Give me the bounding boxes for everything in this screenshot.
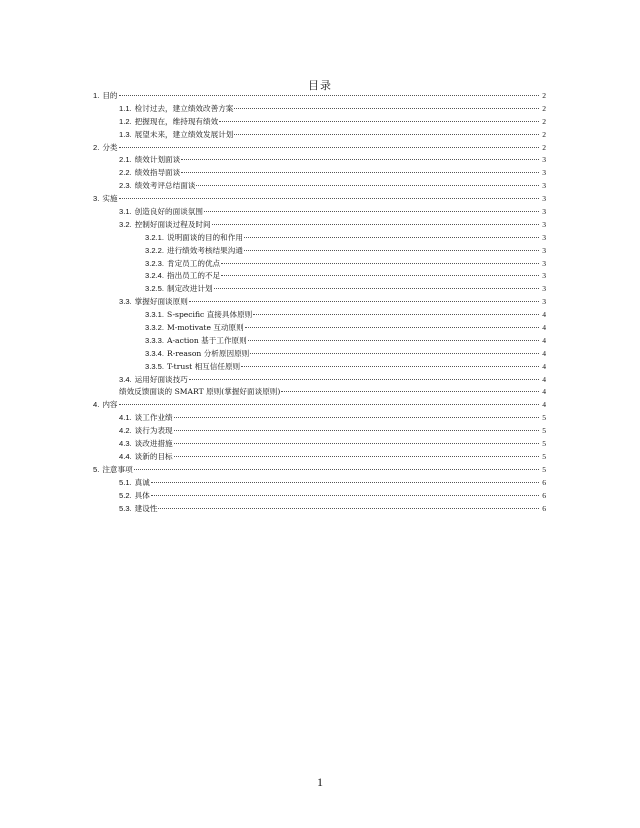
toc-entry-number: 3. (93, 194, 100, 204)
toc-dot-leader (174, 443, 539, 444)
toc-dot-leader (244, 250, 539, 251)
toc-entry-label: 运用好面谈技巧 (134, 374, 188, 384)
toc-entry-page: 3 (542, 297, 546, 307)
toc-dot-leader (181, 172, 539, 173)
toc-entry-page: 4 (542, 387, 546, 397)
toc-dot-leader (158, 508, 539, 509)
toc-entry-page: 2 (542, 142, 546, 152)
toc-entry-number: 4.4. (119, 451, 132, 461)
toc-dot-leader (241, 366, 539, 367)
toc-entry-number: 4.1. (119, 413, 132, 423)
toc-title: 目录 (308, 79, 332, 92)
toc-entry-number: 3.3.1. (145, 310, 164, 320)
toc-dot-leader (212, 224, 539, 225)
toc-entry-page: 6 (542, 490, 546, 500)
toc-entry-page: 3 (542, 168, 546, 178)
toc-entry-label: 肯定员工的优点 (167, 258, 221, 268)
toc-entry-number: 2.1. (119, 155, 132, 165)
toc-entry-label: S-specific 直接具体原则 (167, 310, 253, 320)
toc-entry-label: 目的 (102, 91, 118, 100)
toc-entry-page: 2 (542, 103, 546, 113)
toc-entry[interactable] (93, 374, 546, 387)
toc-dot-leader (221, 275, 539, 276)
toc-entry-number: 3.2.4. (145, 271, 164, 281)
toc-entry-number: 3.3.3. (145, 335, 164, 345)
toc-entry-label: R-reason 分析原因原则 (167, 348, 250, 358)
toc-dot-leader (204, 211, 539, 212)
toc-entry-page: 3 (542, 194, 546, 204)
toc-dot-leader (189, 301, 539, 302)
toc-dot-leader (189, 379, 539, 380)
toc-entry[interactable] (93, 103, 546, 116)
toc-entry-page: 3 (542, 271, 546, 281)
toc-entry-label: 检讨过去，建立绩效改善方案 (134, 103, 234, 113)
toc-entry-label: 具体 (134, 490, 150, 500)
toc-entry[interactable] (93, 245, 546, 258)
toc-entry-label: 谈新的目标 (134, 451, 173, 461)
toc-dot-leader (234, 108, 539, 109)
toc-entry-page: 4 (542, 335, 546, 345)
toc-entry-page: 4 (542, 310, 546, 320)
toc-dot-leader (174, 430, 539, 431)
toc-entry[interactable] (93, 142, 546, 155)
toc-entry[interactable] (93, 219, 546, 232)
toc-entry-label: 说明面谈的目的和作用 (167, 232, 243, 242)
toc-dot-leader (119, 404, 539, 405)
toc-entry[interactable] (93, 490, 546, 503)
toc-dot-leader (119, 95, 539, 96)
page-number: 1 (317, 775, 323, 789)
toc-entry-number: 3.2. (119, 219, 132, 229)
toc-entry-label: 谈工作业绩 (134, 413, 173, 423)
toc-entry-number: 4. (93, 400, 100, 410)
toc-entry-page: 3 (542, 245, 546, 255)
toc-entry[interactable] (93, 283, 546, 296)
toc-entry-page: 3 (542, 232, 546, 242)
toc-entry[interactable] (93, 206, 546, 219)
toc-entry[interactable] (93, 193, 546, 206)
toc-entry-page: 2 (542, 129, 546, 139)
toc-entry-page: 5 (542, 451, 546, 461)
toc-dot-leader (119, 198, 539, 199)
toc-entry-number: 3.3. (119, 297, 132, 307)
toc-entry[interactable] (93, 167, 546, 180)
toc-entry-number: 2. (93, 142, 100, 152)
toc-entry[interactable] (93, 232, 546, 245)
toc-dot-leader (174, 417, 539, 418)
toc-entry-label: 绩效考评总结面谈 (134, 181, 196, 191)
toc-entry-label: 绩效反馈面谈的 SMART 原则(掌握好面谈原则) (119, 387, 281, 397)
toc-entry-label: M-motivate 互动原则 (167, 323, 244, 333)
toc-entry-page: 3 (542, 258, 546, 268)
toc-dot-leader (234, 134, 539, 135)
toc-entry-number: 5.3. (119, 503, 132, 513)
toc-entry[interactable] (93, 464, 546, 477)
toc-entry-label: 制定改进计划 (167, 284, 213, 294)
toc-dot-leader (221, 263, 539, 264)
toc-entry[interactable] (93, 322, 546, 335)
toc-entry-number: 5.1. (119, 477, 132, 487)
toc-dot-leader (119, 147, 539, 148)
toc-entry-number: 4.2. (119, 426, 132, 436)
toc-entry-number: 1. (93, 91, 100, 100)
toc-entry-number: 5.2. (119, 490, 132, 500)
toc-dot-leader (151, 495, 539, 496)
toc-entry-label: A-action 基于工作原则 (167, 335, 247, 345)
toc-dot-leader (253, 314, 539, 315)
toc-entry-label: 谈改进措施 (134, 439, 173, 449)
toc-dot-leader (248, 340, 539, 341)
toc-entry[interactable] (93, 335, 546, 348)
toc-entry-number: 3.3.5. (145, 361, 164, 371)
toc-entry-page: 4 (542, 348, 546, 358)
toc-entry-label: 绩效指导面谈 (134, 168, 181, 178)
toc-entry-label: 分类 (102, 142, 118, 152)
toc-dot-leader (181, 159, 539, 160)
toc-entry-page: 4 (542, 400, 546, 410)
toc-entry-page: 2 (542, 116, 546, 126)
toc-dot-leader (174, 456, 539, 457)
toc-entry-label: 内容 (102, 400, 118, 410)
toc-entry-label: 掌握好面谈原则 (134, 297, 188, 307)
toc-entry[interactable] (93, 425, 546, 438)
toc-dot-leader (219, 121, 539, 122)
toc-entry[interactable] (93, 309, 546, 322)
toc-entry-label: T-trust 相互信任原则 (167, 361, 241, 371)
toc-entry-page: 3 (542, 284, 546, 294)
toc-entry[interactable] (93, 503, 546, 516)
toc-entry[interactable] (93, 386, 546, 399)
toc-dot-leader (245, 327, 539, 328)
toc-entry-number: 1.1. (119, 103, 132, 113)
toc-dot-leader (244, 237, 539, 238)
toc-entry-page: 5 (542, 413, 546, 423)
toc-entry-label: 真诚 (134, 477, 150, 487)
toc-entry-page: 4 (542, 374, 546, 384)
toc-entry[interactable] (93, 116, 546, 129)
toc-entry[interactable] (93, 180, 546, 193)
toc-entry-number: 1.3. (119, 129, 132, 139)
toc-entry[interactable] (93, 258, 546, 271)
toc-entry[interactable] (93, 129, 546, 142)
toc-entry-number: 4.3. (119, 439, 132, 449)
toc-entry[interactable] (93, 270, 546, 283)
toc-dot-leader (214, 288, 539, 289)
toc-entry-number: 3.3.4. (145, 348, 164, 358)
toc-entry-number: 3.2.5. (145, 284, 164, 294)
toc-entry-label: 控制好面谈过程及时间 (134, 219, 211, 229)
toc-entry-page: 4 (542, 361, 546, 371)
toc-entry-number: 3.4. (119, 374, 132, 384)
toc-entry-number: 2.2. (119, 168, 132, 178)
toc-entry-page: 6 (542, 503, 546, 513)
toc-entry-page: 3 (542, 207, 546, 217)
toc-entry[interactable] (93, 348, 546, 361)
toc-entry-page: 3 (542, 181, 546, 191)
toc-entry-page: 5 (542, 439, 546, 449)
toc-entry-page: 3 (542, 155, 546, 165)
toc-entry-label: 展望未来，建立绩效发展计划 (134, 129, 234, 139)
toc-entry-label: 指出员工的不足 (167, 271, 221, 281)
toc-entry-page: 5 (542, 426, 546, 436)
toc-entry-number: 5. (93, 464, 100, 474)
toc-entry-number: 3.1. (119, 207, 132, 217)
toc-entry-label: 把握现在，维持现有绩效 (134, 116, 219, 126)
toc-entry-number: 3.2.3. (145, 258, 164, 268)
toc-entry-number: 3.3.2. (145, 323, 164, 333)
toc-entry-page: 5 (542, 464, 546, 474)
toc-entry[interactable] (93, 399, 546, 412)
toc-entry-number: 1.2. (119, 116, 132, 126)
toc-entry[interactable] (93, 438, 546, 451)
toc-entry[interactable] (93, 412, 546, 425)
toc-entry[interactable] (93, 477, 546, 490)
toc-dot-leader (151, 482, 539, 483)
toc-dot-leader (134, 469, 539, 470)
toc-entry-label: 创造良好的面谈氛围 (134, 207, 204, 217)
toc-entry-number: 3.2.2. (145, 245, 164, 255)
toc-entry-page: 6 (542, 477, 546, 487)
toc-entry-label: 注意事项 (102, 464, 133, 474)
toc-entry[interactable] (93, 154, 546, 167)
toc-dot-leader (281, 391, 539, 392)
toc-entry[interactable] (93, 451, 546, 464)
toc-entry-number: 3.2.1. (145, 232, 164, 242)
toc-entry-page: 2 (542, 91, 546, 100)
toc-entry[interactable] (93, 361, 546, 374)
toc-entry-page: 3 (542, 219, 546, 229)
toc-entry-label: 谈行为表现 (134, 426, 173, 436)
toc-entry-label: 绩效计划面谈 (134, 155, 181, 165)
toc-dot-leader (250, 353, 539, 354)
toc-entry-number: 2.3. (119, 181, 132, 191)
toc-entry-page: 4 (542, 323, 546, 333)
toc-dot-leader (196, 185, 539, 186)
toc-entry-label: 建设性 (134, 503, 158, 513)
table-of-contents (93, 90, 546, 515)
toc-entry[interactable] (93, 296, 546, 309)
toc-entry-label: 进行绩效考核结果沟通 (167, 245, 243, 255)
toc-entry-label: 实施 (102, 194, 118, 204)
toc-entry[interactable] (93, 90, 546, 103)
